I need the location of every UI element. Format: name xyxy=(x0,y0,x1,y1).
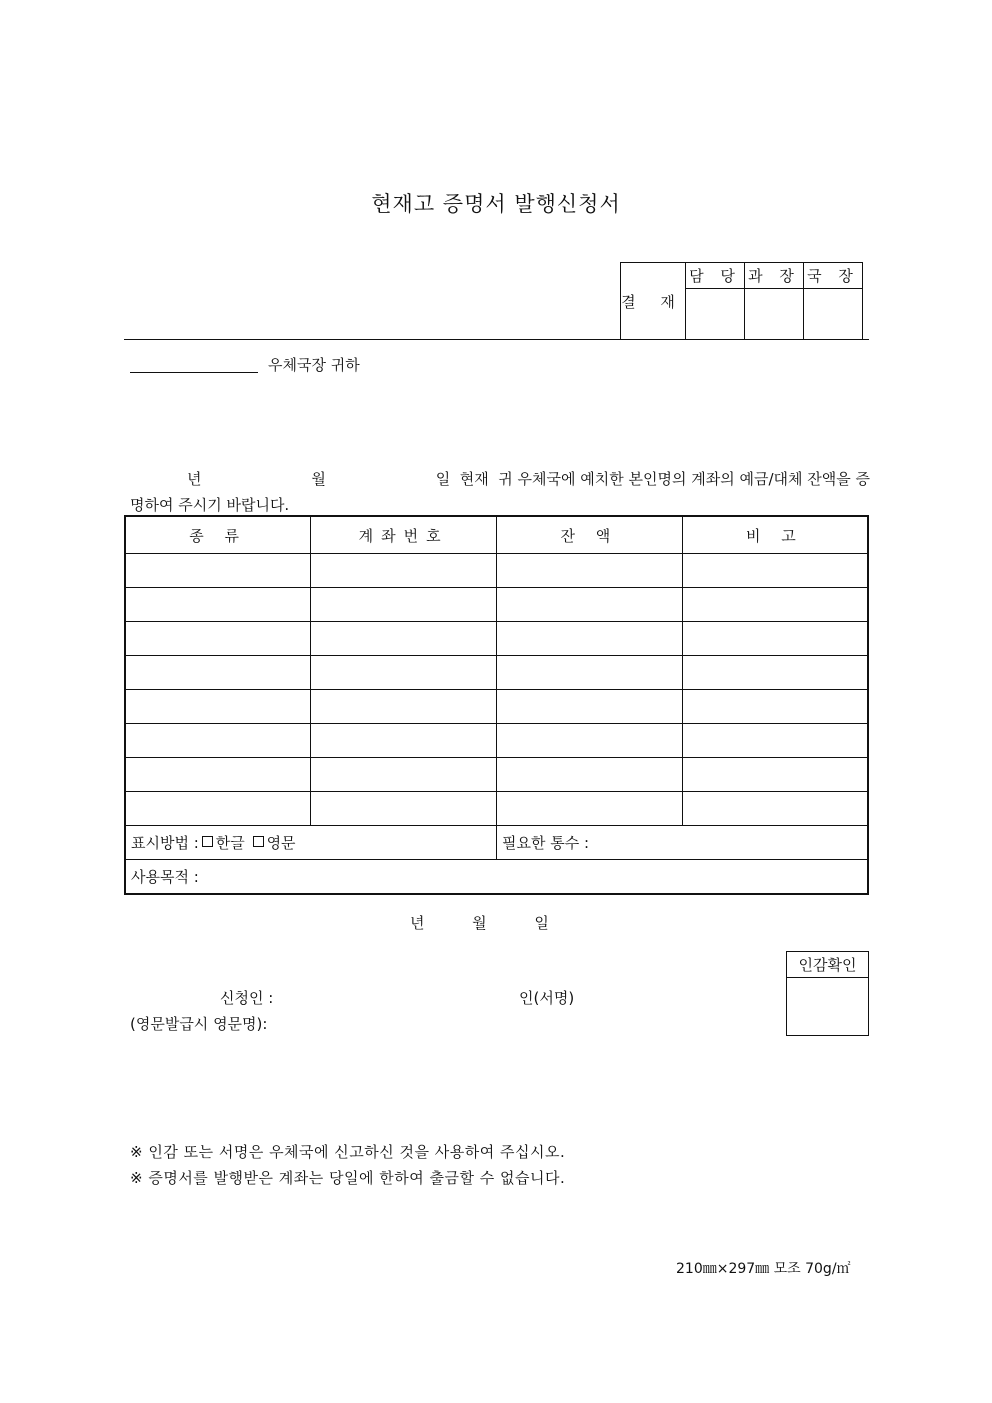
table-row xyxy=(125,690,868,724)
approval-col-chief: 과 장 xyxy=(745,263,804,289)
display-copies-row xyxy=(125,826,868,860)
header-balance: 잔 액 xyxy=(497,516,683,554)
note-item: ※ 증명서를 발행받은 계좌는 당일에 한하여 출금할 수 없습니다. xyxy=(130,1169,566,1187)
approval-sign-chief[interactable] xyxy=(745,289,804,340)
paper-spec: 210㎜×297㎜ 모조 70g/㎡ xyxy=(676,1261,851,1277)
request-year: 년 xyxy=(187,470,202,488)
table-row xyxy=(125,554,868,588)
table-cell[interactable] xyxy=(497,554,683,588)
approval-sign-director[interactable] xyxy=(804,289,863,340)
display-method-cell xyxy=(125,826,497,860)
purpose-cell[interactable] xyxy=(125,860,868,895)
approval-sign-staff[interactable] xyxy=(686,289,745,340)
purpose-label: 사용목적 : xyxy=(131,868,199,886)
request-text-line2: 명하여 주시기 바랍니다. xyxy=(130,496,290,514)
seal-check-header: 인감확인 xyxy=(787,952,869,978)
page-title: 현재고 증명서 발행신청서 xyxy=(371,192,621,216)
request-paragraph xyxy=(130,466,870,518)
seal-signature-label: 인(서명) xyxy=(519,989,575,1007)
table-row xyxy=(125,588,868,622)
table-cell[interactable] xyxy=(682,554,868,588)
table-cell[interactable] xyxy=(125,758,311,792)
table-cell[interactable] xyxy=(125,690,311,724)
addressee: 우체국장 귀하 xyxy=(268,356,360,374)
table-cell[interactable] xyxy=(125,622,311,656)
table-cell[interactable] xyxy=(497,656,683,690)
display-method-label: 표시방법 : xyxy=(131,834,199,852)
table-row xyxy=(125,758,868,792)
korean-checkbox[interactable] xyxy=(202,836,213,847)
table-cell[interactable] xyxy=(125,588,311,622)
seal-check-area[interactable] xyxy=(787,978,869,1036)
note-item: ※ 인감 또는 서명은 우체국에 신고하신 것을 사용하여 주십시오. xyxy=(130,1143,566,1161)
approval-col-staff: 담 당 xyxy=(686,263,745,289)
table-row xyxy=(125,622,868,656)
table-cell[interactable] xyxy=(682,622,868,656)
approval-box xyxy=(620,262,863,340)
table-cell[interactable] xyxy=(682,758,868,792)
table-cell[interactable] xyxy=(682,792,868,826)
post-office-name-blank[interactable] xyxy=(130,372,258,373)
seal-check-box xyxy=(786,951,869,1036)
table-cell[interactable] xyxy=(125,554,311,588)
copies-label: 필요한 통수 : xyxy=(502,834,590,852)
header-type: 종 류 xyxy=(125,516,311,554)
korean-option-label: 한글 xyxy=(215,834,245,852)
table-cell[interactable] xyxy=(311,656,497,690)
table-cell[interactable] xyxy=(497,724,683,758)
table-cell[interactable] xyxy=(682,724,868,758)
table-row xyxy=(125,656,868,690)
table-header-row xyxy=(125,516,868,554)
header-divider xyxy=(124,339,869,340)
header-account-number: 계좌번호 xyxy=(311,516,497,554)
table-cell[interactable] xyxy=(311,588,497,622)
english-option-label: 영문 xyxy=(266,834,296,852)
table-cell[interactable] xyxy=(311,792,497,826)
header-remarks: 비 고 xyxy=(682,516,868,554)
table-cell[interactable] xyxy=(682,690,868,724)
table-cell[interactable] xyxy=(311,554,497,588)
table-cell[interactable] xyxy=(311,724,497,758)
table-cell[interactable] xyxy=(682,588,868,622)
account-table xyxy=(124,515,869,895)
table-cell[interactable] xyxy=(497,792,683,826)
table-cell[interactable] xyxy=(682,656,868,690)
table-cell[interactable] xyxy=(125,792,311,826)
table-cell[interactable] xyxy=(125,724,311,758)
table-cell[interactable] xyxy=(497,588,683,622)
approval-label: 결 재 xyxy=(621,263,686,340)
request-text: 일 현재 귀 우체국에 예치한 본인명의 계좌의 예금/대체 잔액을 증 xyxy=(435,470,870,488)
purpose-row xyxy=(125,860,868,895)
english-checkbox[interactable] xyxy=(253,836,264,847)
table-row xyxy=(125,792,868,826)
approval-col-director: 국 장 xyxy=(804,263,863,289)
table-cell[interactable] xyxy=(311,622,497,656)
applicant-label: 신청인 : xyxy=(220,989,274,1007)
table-cell[interactable] xyxy=(497,690,683,724)
copies-cell[interactable] xyxy=(497,826,869,860)
application-date: 년 월 일 xyxy=(410,914,549,932)
table-cell[interactable] xyxy=(311,758,497,792)
english-name-label: (영문발급시 영문명): xyxy=(130,1015,268,1033)
table-row xyxy=(125,724,868,758)
table-cell[interactable] xyxy=(497,758,683,792)
notes xyxy=(130,1139,565,1191)
table-cell[interactable] xyxy=(497,622,683,656)
table-cell[interactable] xyxy=(311,690,497,724)
request-month: 월 xyxy=(311,470,326,488)
table-cell[interactable] xyxy=(125,656,311,690)
